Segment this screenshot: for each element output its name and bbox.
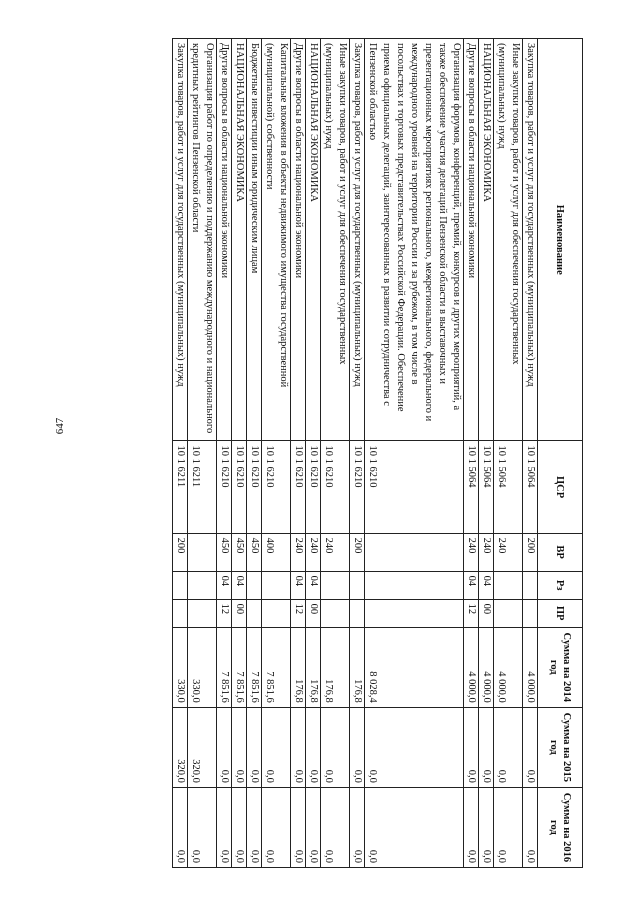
cell-sum-2015: 0,0	[479, 707, 494, 787]
table-row	[365, 39, 464, 868]
cell-sum-2014: 176,8	[291, 627, 306, 707]
cell-sum-2015: 320,0	[188, 707, 217, 787]
cell-pr	[262, 599, 291, 627]
cell-sum-2016: 0,0	[291, 787, 306, 867]
cell-sum-2016: 0,0	[365, 787, 464, 867]
table-row	[188, 39, 217, 868]
cell-csr: 10 1 6210	[217, 441, 232, 533]
cell-vr: 200	[173, 533, 188, 571]
header-name: Наименование	[538, 39, 583, 441]
cell-sum-2016: 0,0	[350, 787, 365, 867]
header-vr: ВР	[538, 533, 583, 571]
table-row	[479, 39, 494, 868]
cell-name: Иные закупки товаров, работ и услуг для обеспечения государственных (муниципальных) нужд	[321, 39, 350, 441]
cell-sum-2016: 0,0	[479, 787, 494, 867]
cell-sum-2014: 8 028,4	[365, 627, 464, 707]
cell-vr: 450	[217, 533, 232, 571]
cell-vr: 240	[321, 533, 350, 571]
cell-vr: 450	[232, 533, 247, 571]
cell-name: Другие вопросы в области национальной экономики	[217, 39, 232, 441]
cell-sum-2015: 0,0	[262, 707, 291, 787]
cell-sum-2014: 7 851,6	[217, 627, 232, 707]
cell-sum-2015: 0,0	[306, 707, 321, 787]
cell-csr: 10 1 6210	[262, 441, 291, 533]
cell-pr: 00	[479, 599, 494, 627]
cell-vr	[188, 533, 217, 571]
header-row	[538, 39, 583, 868]
header-sum-2016: Сумма на 2016 год	[538, 787, 583, 867]
cell-sum-2016: 0,0	[321, 787, 350, 867]
cell-rz	[262, 571, 291, 599]
table-row	[217, 39, 232, 868]
cell-rz	[494, 571, 523, 599]
cell-csr: 10 1 6210	[232, 441, 247, 533]
table-row	[173, 39, 188, 868]
cell-rz	[188, 571, 217, 599]
cell-vr: 240	[494, 533, 523, 571]
cell-sum-2016: 0,0	[173, 787, 188, 867]
cell-sum-2014: 176,8	[350, 627, 365, 707]
cell-name: Закупка товаров, работ и услуг для государственных (муниципальных) нужд	[523, 39, 538, 441]
cell-name: Закупка товаров, работ и услуг для государственных (муниципальных) нужд	[173, 39, 188, 441]
cell-sum-2015: 0,0	[365, 707, 464, 787]
cell-sum-2015: 0,0	[247, 707, 262, 787]
cell-sum-2015: 0,0	[464, 707, 479, 787]
cell-vr: 200	[350, 533, 365, 571]
cell-csr: 10 1 6210	[306, 441, 321, 533]
cell-vr: 200	[523, 533, 538, 571]
cell-name: Капитальные вложения в объекты недвижимого имущества государственной (муниципальной) собственности	[262, 39, 291, 441]
cell-vr: 400	[262, 533, 291, 571]
cell-vr: 240	[464, 533, 479, 571]
cell-pr: 12	[291, 599, 306, 627]
header-rz: Рз	[538, 571, 583, 599]
cell-sum-2014: 330,0	[188, 627, 217, 707]
cell-csr: 10 1 5064	[523, 441, 538, 533]
cell-sum-2015: 0,0	[232, 707, 247, 787]
cell-pr	[494, 599, 523, 627]
cell-sum-2015: 0,0	[321, 707, 350, 787]
table-row	[321, 39, 350, 868]
cell-csr: 10 1 6210	[247, 441, 262, 533]
cell-sum-2015: 0,0	[291, 707, 306, 787]
cell-sum-2016: 0,0	[217, 787, 232, 867]
cell-csr: 10 1 5064	[479, 441, 494, 533]
table-body	[173, 39, 538, 868]
cell-sum-2016: 0,0	[188, 787, 217, 867]
cell-rz	[523, 571, 538, 599]
cell-name: Другие вопросы в области национальной экономики	[291, 39, 306, 441]
cell-rz	[247, 571, 262, 599]
cell-name: Бюджетные инвестиции иным юридическим лицам	[247, 39, 262, 441]
cell-pr	[321, 599, 350, 627]
cell-csr: 10 1 5064	[494, 441, 523, 533]
cell-sum-2014: 7 851,6	[232, 627, 247, 707]
header-pr: ПР	[538, 599, 583, 627]
cell-sum-2015: 320,0	[173, 707, 188, 787]
cell-sum-2015: 0,0	[494, 707, 523, 787]
header-csr: ЦСР	[538, 441, 583, 533]
table-row	[306, 39, 321, 868]
cell-sum-2016: 0,0	[464, 787, 479, 867]
cell-rz	[365, 571, 464, 599]
cell-csr: 10 1 6210	[350, 441, 365, 533]
cell-pr	[247, 599, 262, 627]
rotated-page	[91, 38, 583, 868]
cell-rz: 04	[464, 571, 479, 599]
cell-name: НАЦИОНАЛЬНАЯ ЭКОНОМИКА	[479, 39, 494, 441]
cell-name: Закупка товаров, работ и услуг для государственных (муниципальных) нужд	[350, 39, 365, 441]
budget-table	[172, 38, 583, 868]
table-row	[523, 39, 538, 868]
table-row	[350, 39, 365, 868]
cell-name: Другие вопросы в области национальной экономики	[464, 39, 479, 441]
cell-rz: 04	[291, 571, 306, 599]
cell-sum-2016: 0,0	[247, 787, 262, 867]
cell-rz: 04	[479, 571, 494, 599]
table-row	[232, 39, 247, 868]
cell-csr: 10 1 6210	[321, 441, 350, 533]
cell-vr	[365, 533, 464, 571]
table-row	[464, 39, 479, 868]
cell-sum-2014: 4 000,0	[464, 627, 479, 707]
header-sum-2015: Сумма на 2015 год	[538, 707, 583, 787]
cell-pr	[173, 599, 188, 627]
cell-name: Организация форумов, конференций, премий, конкурсов и других мероприятий, а также обеспечение участия делегаций Пензенской области в выставочных и презентационных мероприятиях регионального, межрегионального, федерального и международного уровней на территории России и за рубежом, в том числе в посольствах и торговых представительствах Российской Федерации. Обеспечение приема официальных делегаций, заинтересованных в развитии сотрудничества с Пензенской областью	[365, 39, 464, 441]
cell-pr: 12	[217, 599, 232, 627]
header-sum-2014: Сумма на 2014 год	[538, 627, 583, 707]
cell-pr	[350, 599, 365, 627]
cell-sum-2014: 330,0	[173, 627, 188, 707]
cell-sum-2014: 176,8	[321, 627, 350, 707]
table-row	[247, 39, 262, 868]
cell-sum-2014: 176,8	[306, 627, 321, 707]
cell-sum-2015: 0,0	[217, 707, 232, 787]
cell-vr: 450	[247, 533, 262, 571]
cell-sum-2016: 0,0	[306, 787, 321, 867]
cell-sum-2016: 0,0	[232, 787, 247, 867]
cell-pr	[523, 599, 538, 627]
cell-rz	[321, 571, 350, 599]
page-number: 647	[54, 417, 66, 435]
cell-name: НАЦИОНАЛЬНАЯ ЭКОНОМИКА	[232, 39, 247, 441]
cell-sum-2016: 0,0	[494, 787, 523, 867]
cell-rz: 04	[217, 571, 232, 599]
cell-pr: 00	[232, 599, 247, 627]
table-row	[291, 39, 306, 868]
cell-sum-2016: 0,0	[523, 787, 538, 867]
cell-sum-2016: 0,0	[262, 787, 291, 867]
cell-sum-2014: 7 851,6	[247, 627, 262, 707]
cell-rz	[350, 571, 365, 599]
cell-vr: 240	[291, 533, 306, 571]
cell-name: НАЦИОНАЛЬНАЯ ЭКОНОМИКА	[306, 39, 321, 441]
cell-rz	[173, 571, 188, 599]
cell-rz: 04	[306, 571, 321, 599]
cell-sum-2014: 7 851,6	[262, 627, 291, 707]
cell-csr: 10 1 6210	[291, 441, 306, 533]
cell-pr: 12	[464, 599, 479, 627]
cell-sum-2014: 4 000,0	[479, 627, 494, 707]
cell-name: Иные закупки товаров, работ и услуг для обеспечения государственных (муниципальных) нужд	[494, 39, 523, 441]
table-row	[262, 39, 291, 868]
cell-csr: 10 1 6210	[365, 441, 464, 533]
cell-sum-2014: 4 000,0	[523, 627, 538, 707]
cell-pr: 00	[306, 599, 321, 627]
cell-vr: 240	[479, 533, 494, 571]
cell-csr: 10 1 6211	[173, 441, 188, 533]
cell-sum-2014: 4 000,0	[494, 627, 523, 707]
cell-csr: 10 1 5064	[464, 441, 479, 533]
cell-sum-2015: 0,0	[523, 707, 538, 787]
cell-vr: 240	[306, 533, 321, 571]
cell-name: Организация работ по определению и поддержанию международного и национального кредитных рейтингов Пензенской области	[188, 39, 217, 441]
cell-pr	[188, 599, 217, 627]
cell-csr: 10 1 6211	[188, 441, 217, 533]
cell-pr	[365, 599, 464, 627]
table-row	[494, 39, 523, 868]
cell-sum-2015: 0,0	[350, 707, 365, 787]
cell-rz: 04	[232, 571, 247, 599]
